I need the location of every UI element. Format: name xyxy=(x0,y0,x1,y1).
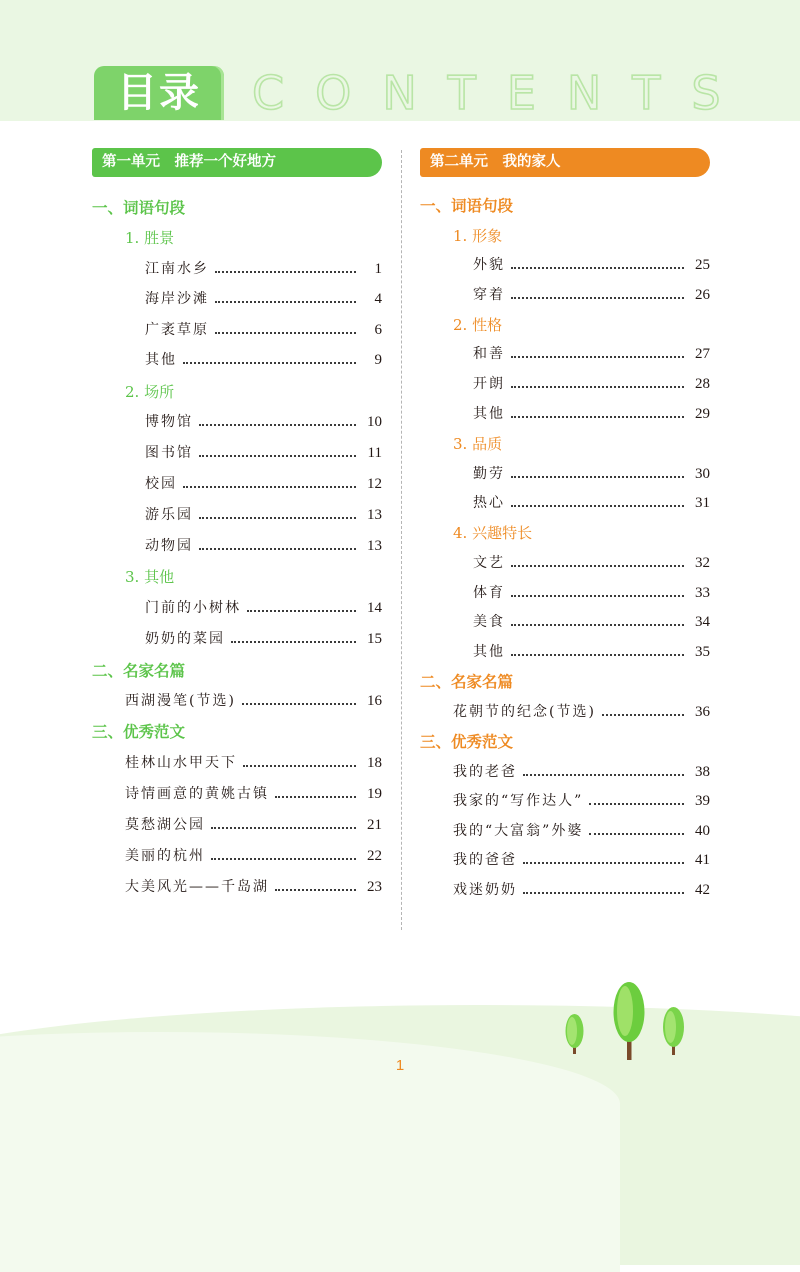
entry-page-number: 6 xyxy=(374,322,382,338)
toc-entry[interactable] xyxy=(453,880,710,900)
toc-entry[interactable] xyxy=(473,642,710,662)
toc-entry[interactable] xyxy=(473,553,710,573)
entry-title: 广袤草原 xyxy=(145,322,209,338)
entry-title: 穿着 xyxy=(473,287,505,303)
small-tree-right xyxy=(663,1007,684,1055)
toc-entry[interactable] xyxy=(145,289,382,309)
entry-page-number: 41 xyxy=(695,852,710,868)
unit-1-banner: 第一单元 推荐一个好地方 xyxy=(92,148,382,177)
dot-leader xyxy=(183,362,356,364)
toc-entry[interactable] xyxy=(453,821,710,841)
entry-page-number: 33 xyxy=(695,585,710,601)
entry-title: 桂林山水甲天下 xyxy=(125,755,237,771)
entry-title: 花朝节的纪念(节选) xyxy=(453,704,596,720)
toc-entry[interactable] xyxy=(145,259,382,279)
dot-leader xyxy=(511,624,684,626)
entry-page-number: 38 xyxy=(695,764,710,780)
toc-entry[interactable] xyxy=(145,629,382,649)
column-divider xyxy=(401,150,402,930)
unit-2-banner: 第二单元 我的家人 xyxy=(420,148,710,177)
entry-page-number: 22 xyxy=(367,848,382,864)
entry-title: 其他 xyxy=(473,644,505,660)
dot-leader xyxy=(511,356,684,358)
entry-page-number: 12 xyxy=(367,476,382,492)
toc-entry[interactable] xyxy=(145,320,382,340)
entry-title: 勤劳 xyxy=(473,466,505,482)
entry-page-number: 4 xyxy=(374,291,382,307)
entry-title: 海岸沙滩 xyxy=(145,291,209,307)
entry-page-number: 32 xyxy=(695,555,710,571)
toc-entry[interactable] xyxy=(145,350,382,370)
subsection-title: 2. 性格 xyxy=(453,316,503,334)
entry-title: 美丽的杭州 xyxy=(125,848,205,864)
entry-page-number: 28 xyxy=(695,376,710,392)
page-title: 目录 xyxy=(117,70,201,116)
toc-entry[interactable] xyxy=(145,598,382,618)
entry-title: 西湖漫笔(节选) xyxy=(125,693,236,709)
dot-leader xyxy=(243,765,356,767)
dot-leader xyxy=(242,703,356,705)
toc-entry[interactable] xyxy=(473,493,710,513)
dot-leader xyxy=(523,862,684,864)
entry-title: 体育 xyxy=(473,585,505,601)
entry-title: 图书馆 xyxy=(145,445,193,461)
entry-page-number: 13 xyxy=(367,538,382,554)
dot-leader xyxy=(589,803,684,805)
section-title: 一、词语句段 xyxy=(92,199,186,217)
entry-page-number: 34 xyxy=(695,614,710,630)
entry-title: 莫愁湖公园 xyxy=(125,817,205,833)
entry-title: 和善 xyxy=(473,346,505,362)
entry-title: 其他 xyxy=(473,406,505,422)
dot-leader xyxy=(511,416,684,418)
section-title: 二、名家名篇 xyxy=(92,662,186,680)
dot-leader xyxy=(275,889,356,891)
toc-column-unit-2 xyxy=(420,148,710,898)
toc-entry[interactable] xyxy=(473,404,710,424)
entry-page-number: 35 xyxy=(695,644,710,660)
toc-entry[interactable] xyxy=(473,374,710,394)
subsection-title: 1. 胜景 xyxy=(125,229,175,247)
toc-entry[interactable] xyxy=(145,505,382,525)
entry-title: 校园 xyxy=(145,476,177,492)
entry-page-number: 11 xyxy=(367,445,382,461)
dot-leader xyxy=(215,332,356,334)
dot-leader xyxy=(231,641,356,643)
section-title: 二、名家名篇 xyxy=(420,673,514,691)
dot-leader xyxy=(211,858,356,860)
toc-entry[interactable] xyxy=(145,536,382,556)
entry-page-number: 30 xyxy=(695,466,710,482)
entry-title: 江南水乡 xyxy=(145,261,209,277)
toc-entry[interactable] xyxy=(473,612,710,632)
dot-leader xyxy=(511,297,684,299)
entry-title: 戏迷奶奶 xyxy=(453,882,517,898)
dot-leader xyxy=(589,833,684,835)
toc-entry[interactable] xyxy=(145,412,382,432)
toc-entry[interactable] xyxy=(453,791,710,811)
entry-title: 我的爸爸 xyxy=(453,852,517,868)
dot-leader xyxy=(511,565,684,567)
toc-entry[interactable] xyxy=(125,784,382,804)
foreground-hill xyxy=(0,1032,620,1272)
small-tree-left xyxy=(566,1014,584,1054)
entry-title: 博物馆 xyxy=(145,414,193,430)
toc-entry[interactable] xyxy=(453,702,710,722)
entry-title: 外貌 xyxy=(473,257,505,273)
dot-leader xyxy=(215,301,356,303)
entry-title: 开朗 xyxy=(473,376,505,392)
section-title: 一、词语句段 xyxy=(420,197,514,215)
dot-leader xyxy=(523,892,684,894)
toc-entry[interactable] xyxy=(125,877,382,897)
toc-entry[interactable] xyxy=(145,474,382,494)
entry-title: 我家的“写作达人” xyxy=(453,793,584,809)
toc-entry[interactable] xyxy=(473,285,710,305)
toc-entry[interactable] xyxy=(473,344,710,364)
entry-title: 奶奶的菜园 xyxy=(145,631,225,647)
entry-page-number: 39 xyxy=(695,793,710,809)
dot-leader xyxy=(511,476,684,478)
entry-page-number: 42 xyxy=(695,882,710,898)
entry-title: 我的老爸 xyxy=(453,764,517,780)
page-number: 1 xyxy=(395,1057,405,1074)
subsection-title: 4. 兴趣特长 xyxy=(453,524,533,542)
toc-entry[interactable] xyxy=(125,846,382,866)
entry-page-number: 10 xyxy=(367,414,382,430)
entry-title: 游乐园 xyxy=(145,507,193,523)
dot-leader xyxy=(275,796,356,798)
entry-page-number: 26 xyxy=(695,287,710,303)
entry-page-number: 16 xyxy=(367,693,382,709)
dot-leader xyxy=(215,271,356,273)
entry-page-number: 18 xyxy=(367,755,382,771)
trees-illustration xyxy=(560,975,700,1070)
entry-title: 美食 xyxy=(473,614,505,630)
entry-page-number: 31 xyxy=(695,495,710,511)
toc-entry[interactable] xyxy=(453,850,710,870)
entry-page-number: 40 xyxy=(695,823,710,839)
toc-entry[interactable] xyxy=(125,691,382,711)
entry-page-number: 1 xyxy=(374,261,382,277)
dot-leader xyxy=(523,774,684,776)
dot-leader xyxy=(511,505,684,507)
entry-page-number: 21 xyxy=(367,817,382,833)
toc-entry[interactable] xyxy=(125,815,382,835)
large-tree-center xyxy=(614,982,645,1060)
entry-page-number: 29 xyxy=(695,406,710,422)
entry-page-number: 9 xyxy=(374,352,382,368)
dot-leader xyxy=(199,517,356,519)
dot-leader xyxy=(511,267,684,269)
entry-title: 大美风光——千岛湖 xyxy=(125,879,269,895)
toc-entry[interactable] xyxy=(473,255,710,275)
contents-watermark: CONTENTS xyxy=(252,66,752,120)
section-title: 三、优秀范文 xyxy=(420,733,514,751)
entry-title: 门前的小树林 xyxy=(145,600,241,616)
entry-title: 诗情画意的黄姚古镇 xyxy=(125,786,269,802)
dot-leader xyxy=(511,386,684,388)
entry-page-number: 23 xyxy=(367,879,382,895)
toc-entry[interactable] xyxy=(125,753,382,773)
entry-page-number: 25 xyxy=(695,257,710,273)
toc-entry[interactable] xyxy=(473,464,710,484)
dot-leader xyxy=(183,486,356,488)
dot-leader xyxy=(211,827,356,829)
section-title: 三、优秀范文 xyxy=(92,723,186,741)
title-tab xyxy=(94,66,224,120)
dot-leader xyxy=(199,455,356,457)
entry-page-number: 14 xyxy=(367,600,382,616)
subsection-title: 3. 品质 xyxy=(453,435,503,453)
entry-title: 其他 xyxy=(145,352,177,368)
toc-entry[interactable] xyxy=(473,583,710,603)
dot-leader xyxy=(247,610,356,612)
subsection-title: 2. 场所 xyxy=(125,383,175,401)
entry-page-number: 13 xyxy=(367,507,382,523)
toc-entry[interactable] xyxy=(453,762,710,782)
subsection-title: 1. 形象 xyxy=(453,227,503,245)
entry-title: 我的“大富翁”外婆 xyxy=(453,823,584,839)
dot-leader xyxy=(511,595,684,597)
entry-title: 热心 xyxy=(473,495,505,511)
entry-page-number: 27 xyxy=(695,346,710,362)
toc-entry[interactable] xyxy=(145,443,382,463)
entry-page-number: 15 xyxy=(367,631,382,647)
subsection-title: 3. 其他 xyxy=(125,568,175,586)
entry-page-number: 36 xyxy=(695,704,710,720)
entry-page-number: 19 xyxy=(367,786,382,802)
entry-title: 动物园 xyxy=(145,538,193,554)
dot-leader xyxy=(602,714,684,716)
dot-leader xyxy=(199,424,356,426)
entry-title: 文艺 xyxy=(473,555,505,571)
dot-leader xyxy=(511,654,684,656)
toc-column-unit-1 xyxy=(92,148,382,895)
dot-leader xyxy=(199,548,356,550)
